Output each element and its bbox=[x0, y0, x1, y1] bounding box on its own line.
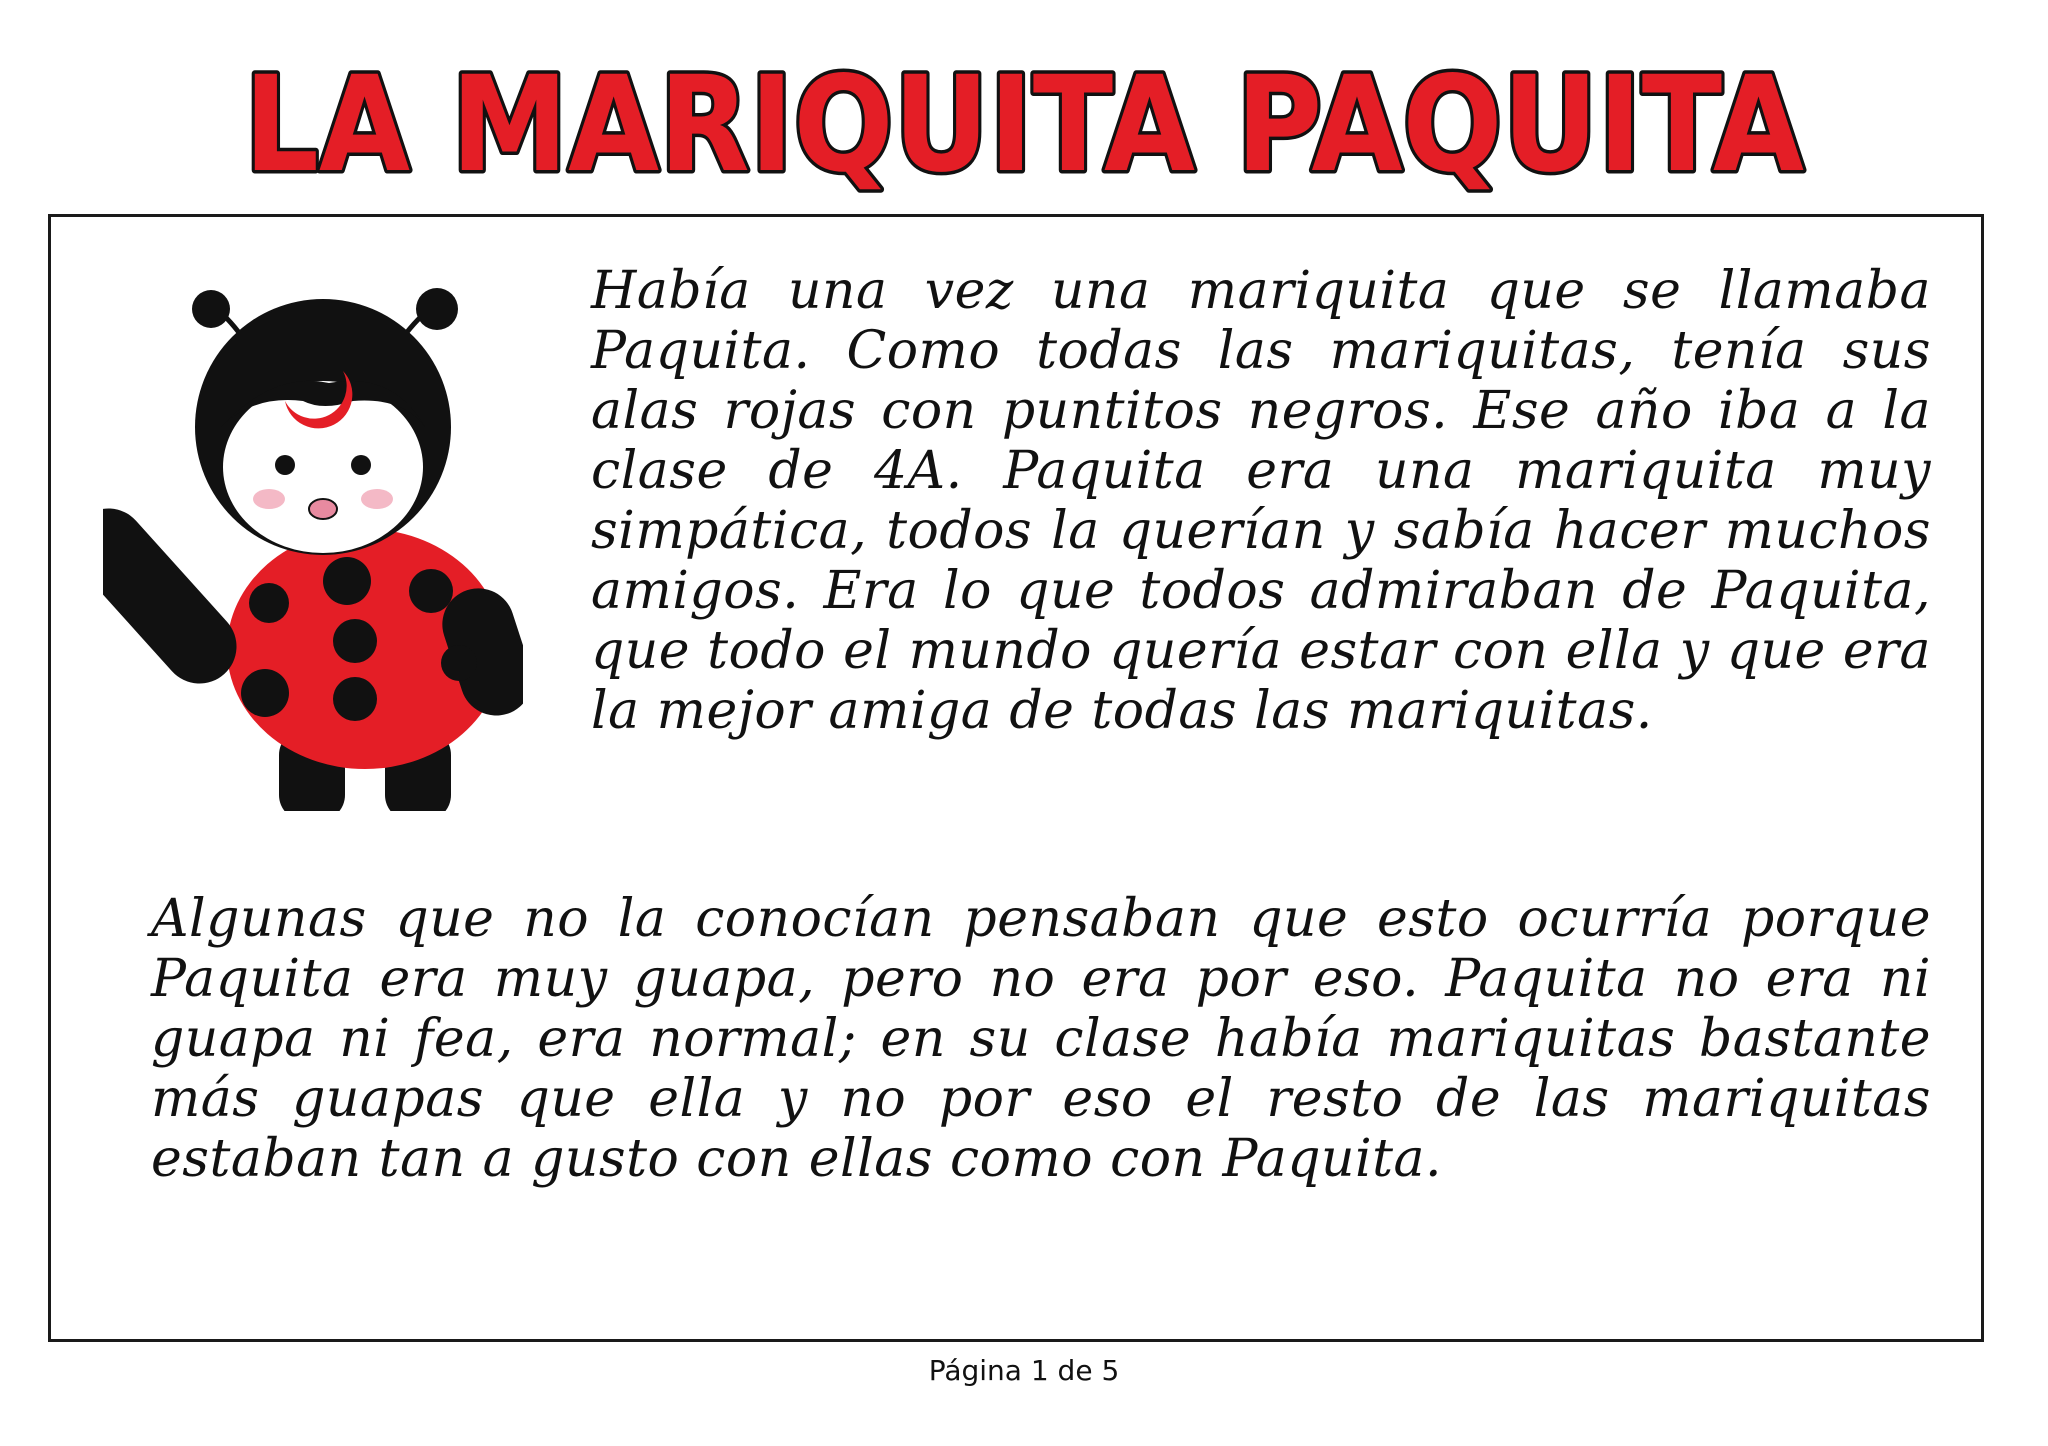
page-title-text: LA MARIQUITA PAQUITA bbox=[244, 48, 1804, 198]
story-paragraph-1: Había una vez una mariquita que se llamaba Paquita. Como todas las mariquitas, tenía sus alas rojas con puntitos negros. Ese año iba a la clase de 4A. Paquita era una mariquita muy simpática, todos la querían y sabía hacer muchos amigos. Era lo que todos admiraban de Paquita, que todo el mundo quería estar con ella y que era la mejor amiga de todas las mariquitas. bbox=[591, 261, 1931, 741]
ladybug-character-icon bbox=[103, 251, 523, 811]
page-title-graphic bbox=[0, 48, 2048, 198]
ladybug-illustration bbox=[103, 251, 523, 811]
page-title bbox=[0, 48, 2048, 198]
story-box bbox=[48, 214, 1984, 1342]
story-paragraph-2: Algunas que no la conocían pensaban que esto ocurría porque Paquita era muy guapa, pero no era por eso. Paquita no era ni guapa ni fea, era normal; en su clase había mariquitas bastante más guapas que ella y no por eso el resto de las mariquitas estaban tan a gusto con ellas como con Paquita. bbox=[151, 889, 1931, 1189]
page-number: Página 1 de 5 bbox=[928, 1354, 1120, 1387]
